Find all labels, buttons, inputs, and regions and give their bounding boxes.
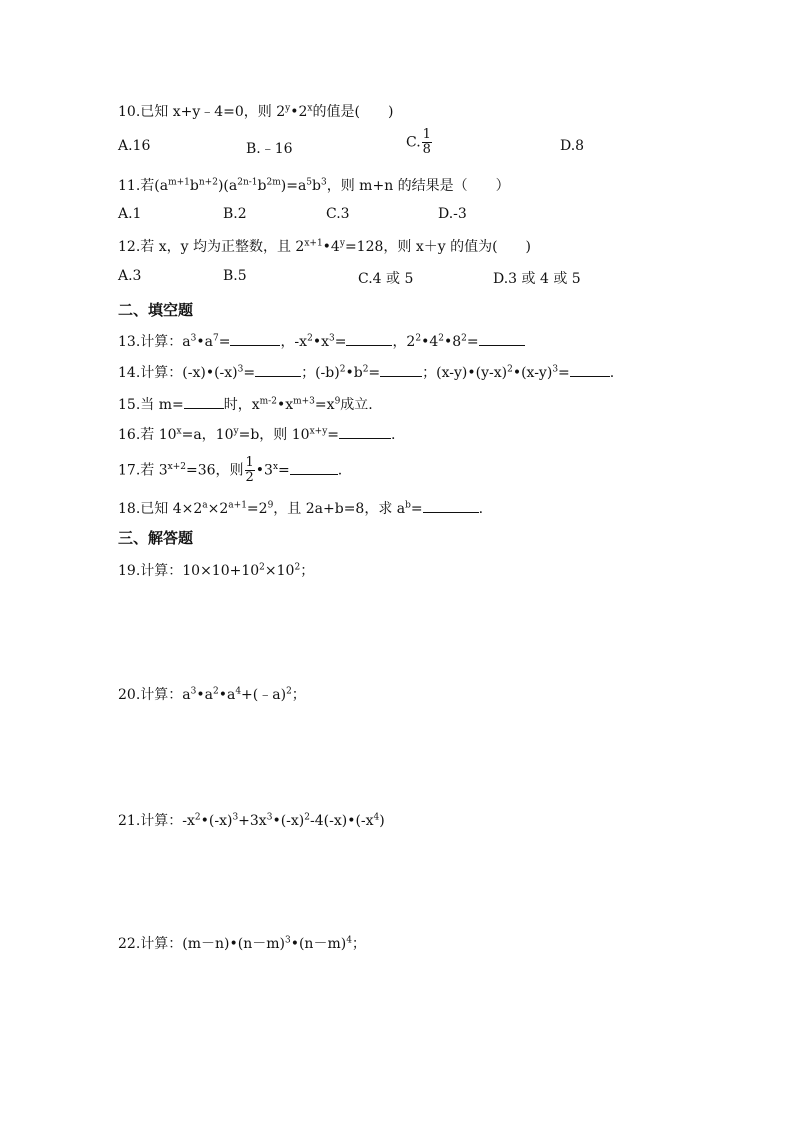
q10-option-d: D.8 <box>560 138 585 154</box>
q11-sup: 2m <box>266 177 281 188</box>
q10-option-c-prefix: C. <box>406 134 421 151</box>
answer-blank[interactable] <box>570 363 610 377</box>
q14-text: = <box>243 365 256 381</box>
q21-text: +3x <box>238 813 267 829</box>
q18-text: = <box>410 501 423 517</box>
q22-sup: 3 <box>284 935 291 946</box>
q15-text: 15.当 m= <box>118 397 184 413</box>
q15-text: 成立. <box>340 397 373 413</box>
q22-text: 22.计算：(m－n)•(n－m) <box>118 936 285 952</box>
q18-text: =2 <box>246 501 268 517</box>
q17-text: . <box>337 462 343 479</box>
q11-option-a: A.1 <box>118 206 142 222</box>
fraction-denominator: 8 <box>422 142 431 157</box>
question-21 <box>118 810 385 830</box>
q12-option-a: A.3 <box>118 268 142 284</box>
answer-blank[interactable] <box>346 332 392 346</box>
q14-sup: 2 <box>362 364 369 375</box>
q11-sup: n+2 <box>198 177 218 188</box>
q21-text: -4(-x)•(-x <box>310 813 374 829</box>
q17-text: =36，则 <box>185 462 244 479</box>
q16-sup: y <box>233 426 239 437</box>
q10-sup: x <box>307 103 313 114</box>
q13-text: ，-x <box>280 334 308 350</box>
q10-option-c <box>406 128 433 157</box>
q22-sup: 4 <box>346 935 352 946</box>
q11-text: 11.若(a <box>118 178 169 194</box>
q14-sup: 2 <box>339 364 346 375</box>
q20-sup: 3 <box>190 686 197 697</box>
q16-text: =a，10 <box>181 427 234 443</box>
question-16 <box>118 424 395 444</box>
question-11-stem <box>118 175 510 195</box>
q15-text: 时，x <box>223 397 260 413</box>
q11-text: b <box>257 178 267 194</box>
q14-sup: 2 <box>507 364 513 375</box>
q14-text: . <box>609 365 615 381</box>
question-14 <box>118 362 614 382</box>
q11-option-d: D.-3 <box>438 206 467 222</box>
q13-text: •x <box>312 334 329 350</box>
q11-sup: m+1 <box>168 177 190 188</box>
answer-blank[interactable] <box>255 363 301 377</box>
q21-sup: 2 <box>304 812 310 823</box>
fraction-numerator: 1 <box>245 455 254 470</box>
q13-sup: 7 <box>212 333 219 344</box>
q10-text: •2 <box>290 104 308 120</box>
q13-text: ，2 <box>392 334 416 350</box>
q10-option-b: B.﹣16 <box>246 141 293 157</box>
q22-text: •(n－m) <box>290 936 347 952</box>
q20-text: +(﹣a) <box>241 687 287 703</box>
q19-sup: 2 <box>294 562 301 573</box>
q16-text: 16.若 10 <box>118 427 177 443</box>
q12-text: •4 <box>322 239 340 255</box>
q13-text: •8 <box>444 334 462 350</box>
question-19 <box>118 560 314 580</box>
q13-sup: 3 <box>190 333 197 344</box>
q18-text: ×2 <box>207 501 229 517</box>
q12-sup: x+1 <box>304 238 323 249</box>
q15-text: =x <box>314 397 335 413</box>
question-13 <box>118 331 525 351</box>
q14-text: •b <box>345 365 363 381</box>
q17-text: •3 <box>255 462 273 479</box>
q13-sup: 2 <box>438 333 444 344</box>
q17-fraction <box>245 456 255 485</box>
q21-text: •(-x) <box>272 813 305 829</box>
q10-text: 的值是( ) <box>312 104 394 120</box>
q12-option-c: C.4 或 5 <box>358 271 414 287</box>
answer-blank[interactable] <box>479 332 525 346</box>
q16-text: . <box>391 427 396 443</box>
q19-text: ×10 <box>264 563 295 579</box>
q10-sup: y <box>285 103 291 114</box>
q18-text: . <box>478 501 484 517</box>
q11-sup: 5 <box>306 177 313 188</box>
section-heading-solve: 三、解答题 <box>118 529 194 547</box>
q11-sup: 3 <box>321 177 327 188</box>
q21-sup: 3 <box>266 812 273 823</box>
q13-sup: 2 <box>307 333 313 344</box>
q15-text: •x <box>276 397 294 413</box>
q14-text: •(x-y) <box>512 365 553 381</box>
q17-text: = <box>278 462 290 479</box>
q20-text: ； <box>291 687 306 703</box>
question-10-stem <box>118 101 393 121</box>
q13-sup: 2 <box>461 333 467 344</box>
q11-sup: 2n-1 <box>237 177 258 188</box>
q10-fraction <box>422 128 432 157</box>
q14-text: ；(x-y)•(y-x) <box>422 365 508 381</box>
q21-text: •(-x) <box>200 813 233 829</box>
q17-sup: x+2 <box>167 461 186 472</box>
q15-sup: 9 <box>334 396 341 407</box>
q22-text: ； <box>351 936 366 952</box>
question-18 <box>118 498 483 518</box>
q20-sup: 2 <box>286 686 292 697</box>
q14-text: 14.计算：(-x)•(-x) <box>118 365 238 381</box>
q11-text: b <box>312 178 321 194</box>
fraction-numerator: 1 <box>422 127 431 142</box>
question-12-stem <box>118 236 531 256</box>
q20-sup: 4 <box>235 686 242 697</box>
q16-text: = <box>327 427 340 443</box>
q13-text: •a <box>196 334 213 350</box>
answer-blank[interactable] <box>380 363 422 377</box>
q12-text: =128，则 x＋y 的值为( ) <box>344 239 532 255</box>
q15-sup: m-2 <box>259 396 277 407</box>
q10-text: 10.已知 x+y﹣4=0，则 2 <box>118 104 286 120</box>
q11-option-b: B.2 <box>223 206 247 222</box>
q16-text: =b，则 10 <box>238 427 310 443</box>
question-20 <box>118 684 306 704</box>
q13-text: •4 <box>421 334 439 350</box>
q21-text: 21.计算：-x <box>118 813 195 829</box>
q13-sup: 2 <box>415 333 422 344</box>
answer-blank[interactable] <box>423 499 479 513</box>
q21-text: ) <box>379 813 385 829</box>
q20-text: •a <box>218 687 236 703</box>
q12-option-b: B.5 <box>223 268 247 284</box>
q19-text: ； <box>300 563 315 579</box>
q18-text: 18.已知 4×2 <box>118 501 203 517</box>
answer-blank[interactable] <box>184 395 224 409</box>
q12-option-d: D.3 或 4 或 5 <box>493 271 581 287</box>
q19-text: 19.计算：10×10+10 <box>118 563 260 579</box>
question-17 <box>118 456 342 485</box>
q11-text: )=a <box>280 178 307 194</box>
answer-blank[interactable] <box>339 425 391 439</box>
q18-sup: a+1 <box>228 500 247 511</box>
q17-text: 17.若 3 <box>118 462 168 479</box>
q16-sup: x+y <box>309 426 328 437</box>
answer-blank[interactable] <box>290 461 338 475</box>
fraction-denominator: 2 <box>245 470 254 485</box>
q21-sup: 4 <box>373 812 380 823</box>
q11-text: b <box>189 178 199 194</box>
q17-sup: x <box>272 461 279 472</box>
q21-sup: 3 <box>232 812 239 823</box>
q18-sup: b <box>405 500 411 511</box>
q18-sup: 9 <box>267 500 274 511</box>
q14-text: = <box>558 365 570 381</box>
q14-text: = <box>368 365 381 381</box>
question-22 <box>118 933 366 953</box>
q20-text: •a <box>196 687 213 703</box>
q10-option-a: A.16 <box>118 138 151 154</box>
q13-text: 13.计算：a <box>118 334 191 350</box>
q11-option-c: C.3 <box>326 206 350 222</box>
q12-text: 12.若 x，y 均为正整数，且 2 <box>118 239 305 255</box>
q14-text: ；(-b) <box>301 365 340 381</box>
q14-sup: 3 <box>237 364 244 375</box>
q14-sup: 3 <box>552 364 559 375</box>
q13-text: = <box>334 334 347 350</box>
question-15 <box>118 394 373 414</box>
q19-sup: 2 <box>259 562 265 573</box>
q18-sup: a <box>202 500 208 511</box>
q13-text: = <box>218 334 231 350</box>
q21-sup: 2 <box>194 812 201 823</box>
q18-text: ，且 2a+b=8，求 a <box>273 501 406 517</box>
q11-text: )(a <box>217 178 238 194</box>
q16-sup: x <box>176 426 182 437</box>
q15-sup: m+3 <box>293 396 315 407</box>
q20-sup: 2 <box>212 686 219 697</box>
q13-sup: 3 <box>328 333 335 344</box>
section-heading-fill-in: 二、填空题 <box>118 301 194 319</box>
answer-blank[interactable] <box>230 332 280 346</box>
q20-text: 20.计算：a <box>118 687 191 703</box>
q13-text: = <box>466 334 479 350</box>
q12-sup: y <box>339 238 345 249</box>
q11-text: ，则 m+n 的结果是（ ） <box>326 178 510 194</box>
